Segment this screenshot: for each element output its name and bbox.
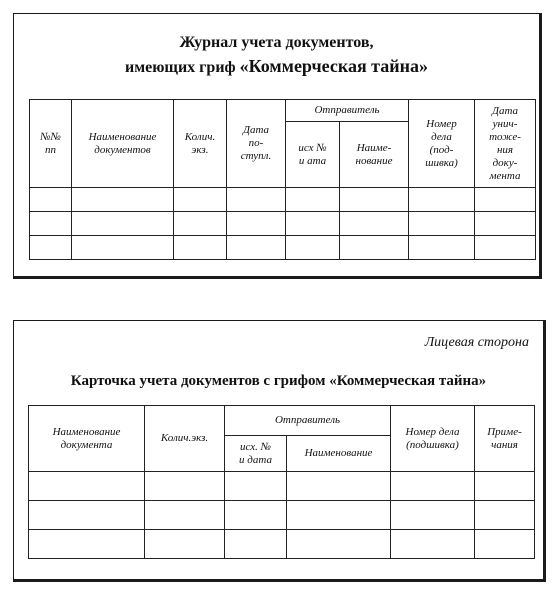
table-cell[interactable] <box>174 188 227 212</box>
card-header-name: Наименование документа <box>29 406 145 472</box>
table-cell[interactable] <box>227 212 286 236</box>
table-cell[interactable] <box>287 530 391 559</box>
journal-header-destroy-date: Дата унич- тоже- ния доку- мента <box>475 100 536 188</box>
card-table <box>28 405 535 559</box>
table-row <box>29 501 535 530</box>
table-cell[interactable] <box>227 236 286 260</box>
table-cell[interactable] <box>145 472 225 501</box>
table-cell[interactable] <box>227 188 286 212</box>
table-cell[interactable] <box>409 212 475 236</box>
table-cell[interactable] <box>286 212 340 236</box>
card-form <box>13 320 546 582</box>
table-row <box>29 472 535 501</box>
journal-table <box>29 99 536 260</box>
table-cell[interactable] <box>30 236 72 260</box>
card-side-label: Лицевая сторона <box>424 335 529 350</box>
table-cell[interactable] <box>409 188 475 212</box>
table-cell[interactable] <box>225 501 287 530</box>
card-title: Карточка учета документов с грифом «Коммерческая тайна» <box>70 373 487 389</box>
card-header-qty: Колич.экз. <box>145 406 225 472</box>
table-cell[interactable] <box>286 236 340 260</box>
table-cell[interactable] <box>145 530 225 559</box>
table-cell[interactable] <box>72 188 174 212</box>
card-header-sender-ref: исх. № и дата <box>225 436 287 472</box>
journal-title-line1: Журнал учета документов, <box>179 34 374 51</box>
journal-header-case-number: Номер дела (под- шивка) <box>409 100 475 188</box>
journal-header-qty: Колич. экз. <box>174 100 227 188</box>
table-cell[interactable] <box>29 501 145 530</box>
table-cell[interactable] <box>287 501 391 530</box>
table-row <box>30 188 536 212</box>
table-row <box>29 530 535 559</box>
card-header-sender-name: Наименование <box>287 436 391 472</box>
table-cell[interactable] <box>29 530 145 559</box>
journal-title-prefix: имеющих гриф <box>124 59 240 76</box>
table-cell[interactable] <box>391 530 475 559</box>
table-cell[interactable] <box>174 212 227 236</box>
table-cell[interactable] <box>409 236 475 260</box>
journal-header-sender: Отправитель <box>286 100 409 122</box>
table-cell[interactable] <box>340 212 409 236</box>
journal-header-date-received: Дата по- ступл. <box>227 100 286 188</box>
table-cell[interactable] <box>340 236 409 260</box>
table-cell[interactable] <box>391 501 475 530</box>
table-cell[interactable] <box>475 530 535 559</box>
table-cell[interactable] <box>391 472 475 501</box>
table-cell[interactable] <box>29 472 145 501</box>
table-cell[interactable] <box>30 212 72 236</box>
card-header-sender: Отправитель <box>225 406 391 436</box>
table-cell[interactable] <box>340 188 409 212</box>
table-cell[interactable] <box>72 236 174 260</box>
table-cell[interactable] <box>225 472 287 501</box>
journal-header-sender-ref: исх № и ата <box>286 122 340 188</box>
table-cell[interactable] <box>72 212 174 236</box>
journal-form <box>13 13 542 279</box>
table-cell[interactable] <box>145 501 225 530</box>
card-header-notes: Приме- чания <box>475 406 535 472</box>
table-cell[interactable] <box>30 188 72 212</box>
card-header-case-number: Номер дела (подшивка) <box>391 406 475 472</box>
table-row <box>30 236 536 260</box>
table-cell[interactable] <box>475 212 536 236</box>
table-cell[interactable] <box>475 236 536 260</box>
table-row <box>30 212 536 236</box>
table-cell[interactable] <box>475 188 536 212</box>
journal-header-name: Наименование документов <box>72 100 174 188</box>
journal-header-num: №№ пп <box>30 100 72 188</box>
table-cell[interactable] <box>174 236 227 260</box>
table-cell[interactable] <box>286 188 340 212</box>
table-cell[interactable] <box>475 501 535 530</box>
table-cell[interactable] <box>287 472 391 501</box>
journal-header-sender-name: Наиме- нование <box>340 122 409 188</box>
table-cell[interactable] <box>225 530 287 559</box>
journal-title-line2 <box>14 56 539 77</box>
table-cell[interactable] <box>475 472 535 501</box>
journal-title-grif: «Коммерческая тайна» <box>239 56 428 76</box>
